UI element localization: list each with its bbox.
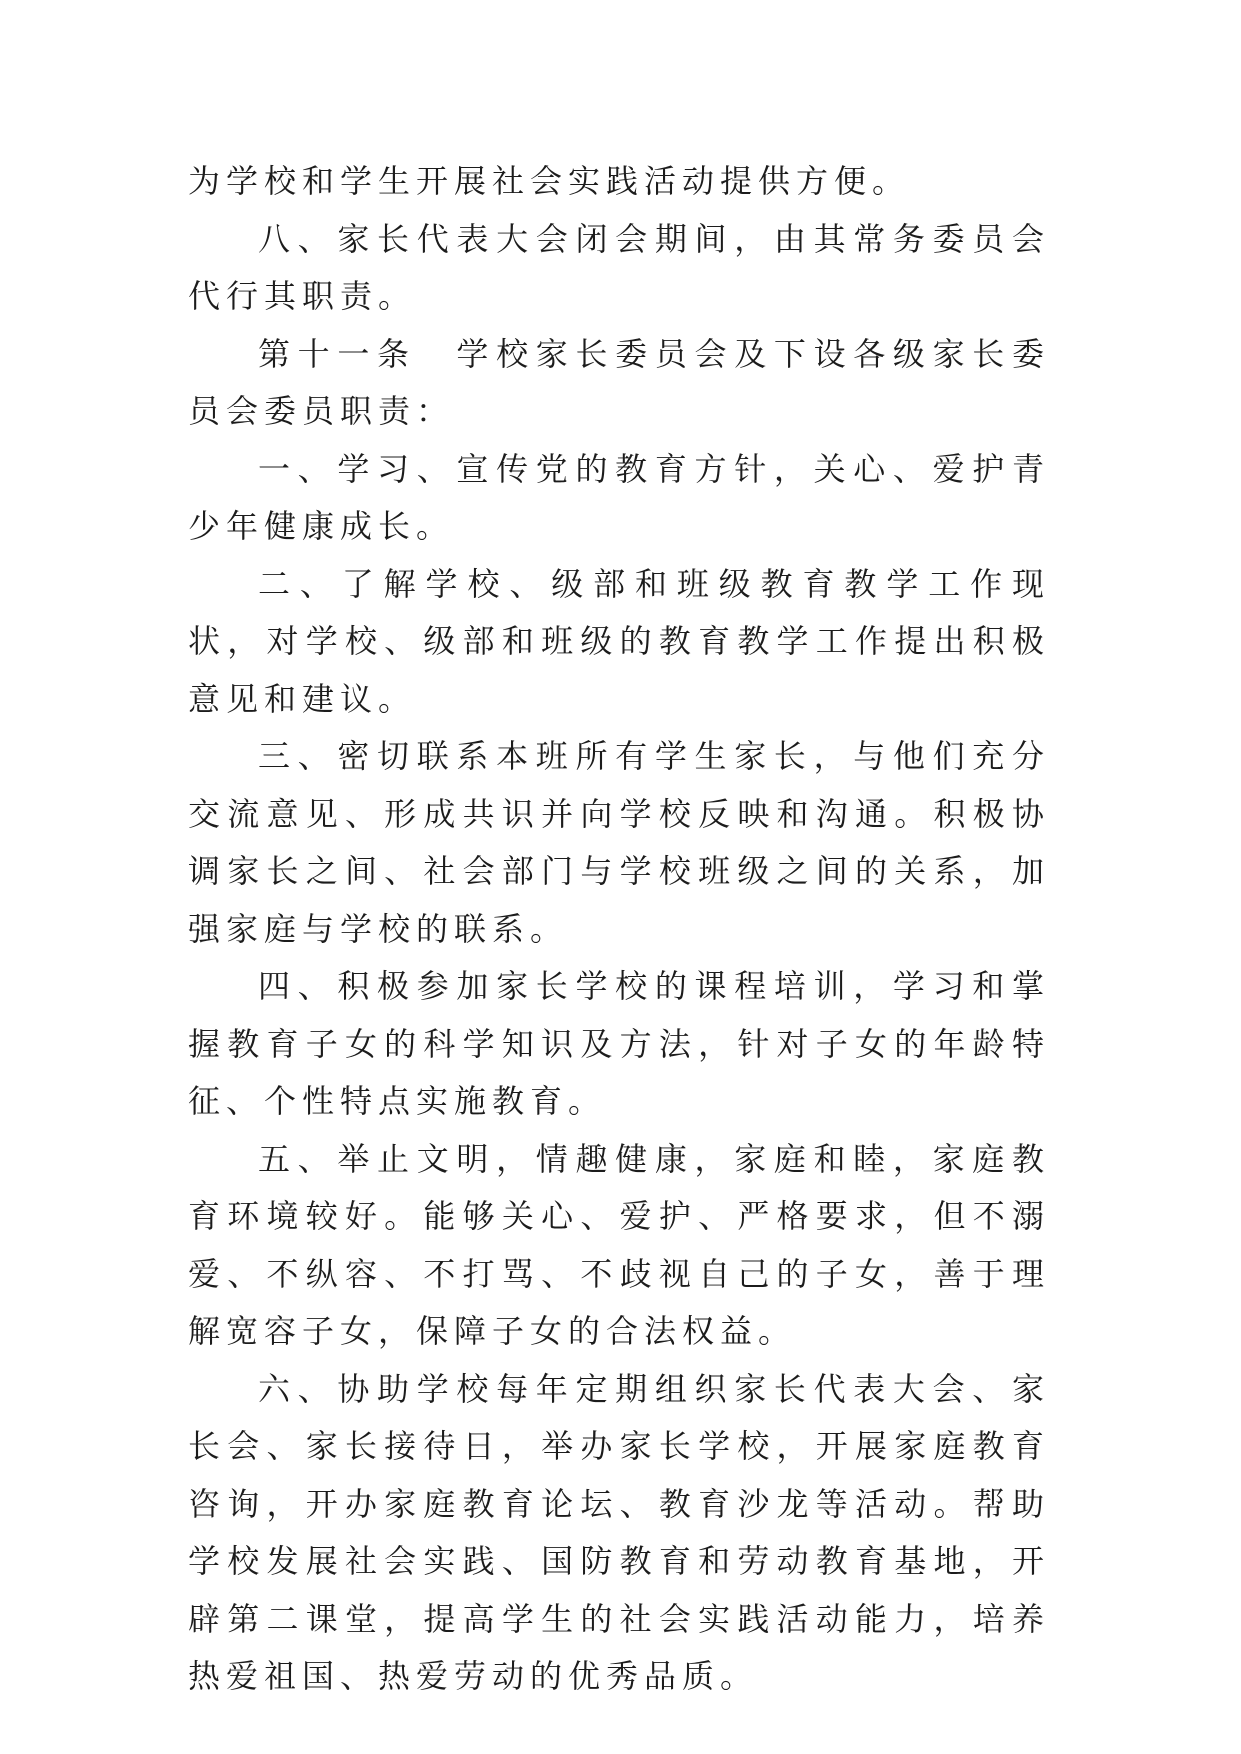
- paragraph-article-11: 第十一条 学校家长委员会及下设各级家长委员会委员职责：: [188, 334, 1050, 430]
- paragraph-duty-1: 一、学习、宣传党的教育方针，关心、爱护青少年健康成长。: [188, 449, 1050, 545]
- document-body: [188, 153, 1050, 1706]
- paragraph-duty-5: 五、举止文明，情趣健康，家庭和睦，家庭教育环境较好。能够关心、爱护、严格要求，但不溺爱、不纵容、不打骂、不歧视自己的子女，善于理解宽容子女，保障子女的合法权益。: [188, 1139, 1050, 1350]
- paragraph-duty-2: 二、了解学校、级部和班级教育教学工作现状，对学校、级部和班级的教育教学工作提出积极意见和建议。: [188, 564, 1050, 718]
- paragraph-continuation: 为学校和学生开展社会实践活动提供方便。: [188, 162, 911, 200]
- paragraph-item-8: 八、家长代表大会闭会期间，由其常务委员会代行其职责。: [188, 219, 1050, 315]
- paragraph-duty-4: 四、积极参加家长学校的课程培训，学习和掌握教育子女的科学知识及方法，针对子女的年龄特征、个性特点实施教育。: [188, 967, 1050, 1120]
- paragraph-duty-6: 六、协助学校每年定期组织家长代表大会、家长会、家长接待日，举办家长学校，开展家庭教育咨询，开办家庭教育论坛、教育沙龙等活动。帮助学校发展社会实践、国防教育和劳动教育基地，开辟第二课堂，提高学生的社会实践活动能力，培养热爱祖国、热爱劳动的优秀品质。: [188, 1369, 1050, 1695]
- paragraph-duty-3: 三、密切联系本班所有学生家长，与他们充分交流意见、形成共识并向学校反映和沟通。积极协调家长之间、社会部门与学校班级之间的关系，加强家庭与学校的联系。: [188, 737, 1050, 948]
